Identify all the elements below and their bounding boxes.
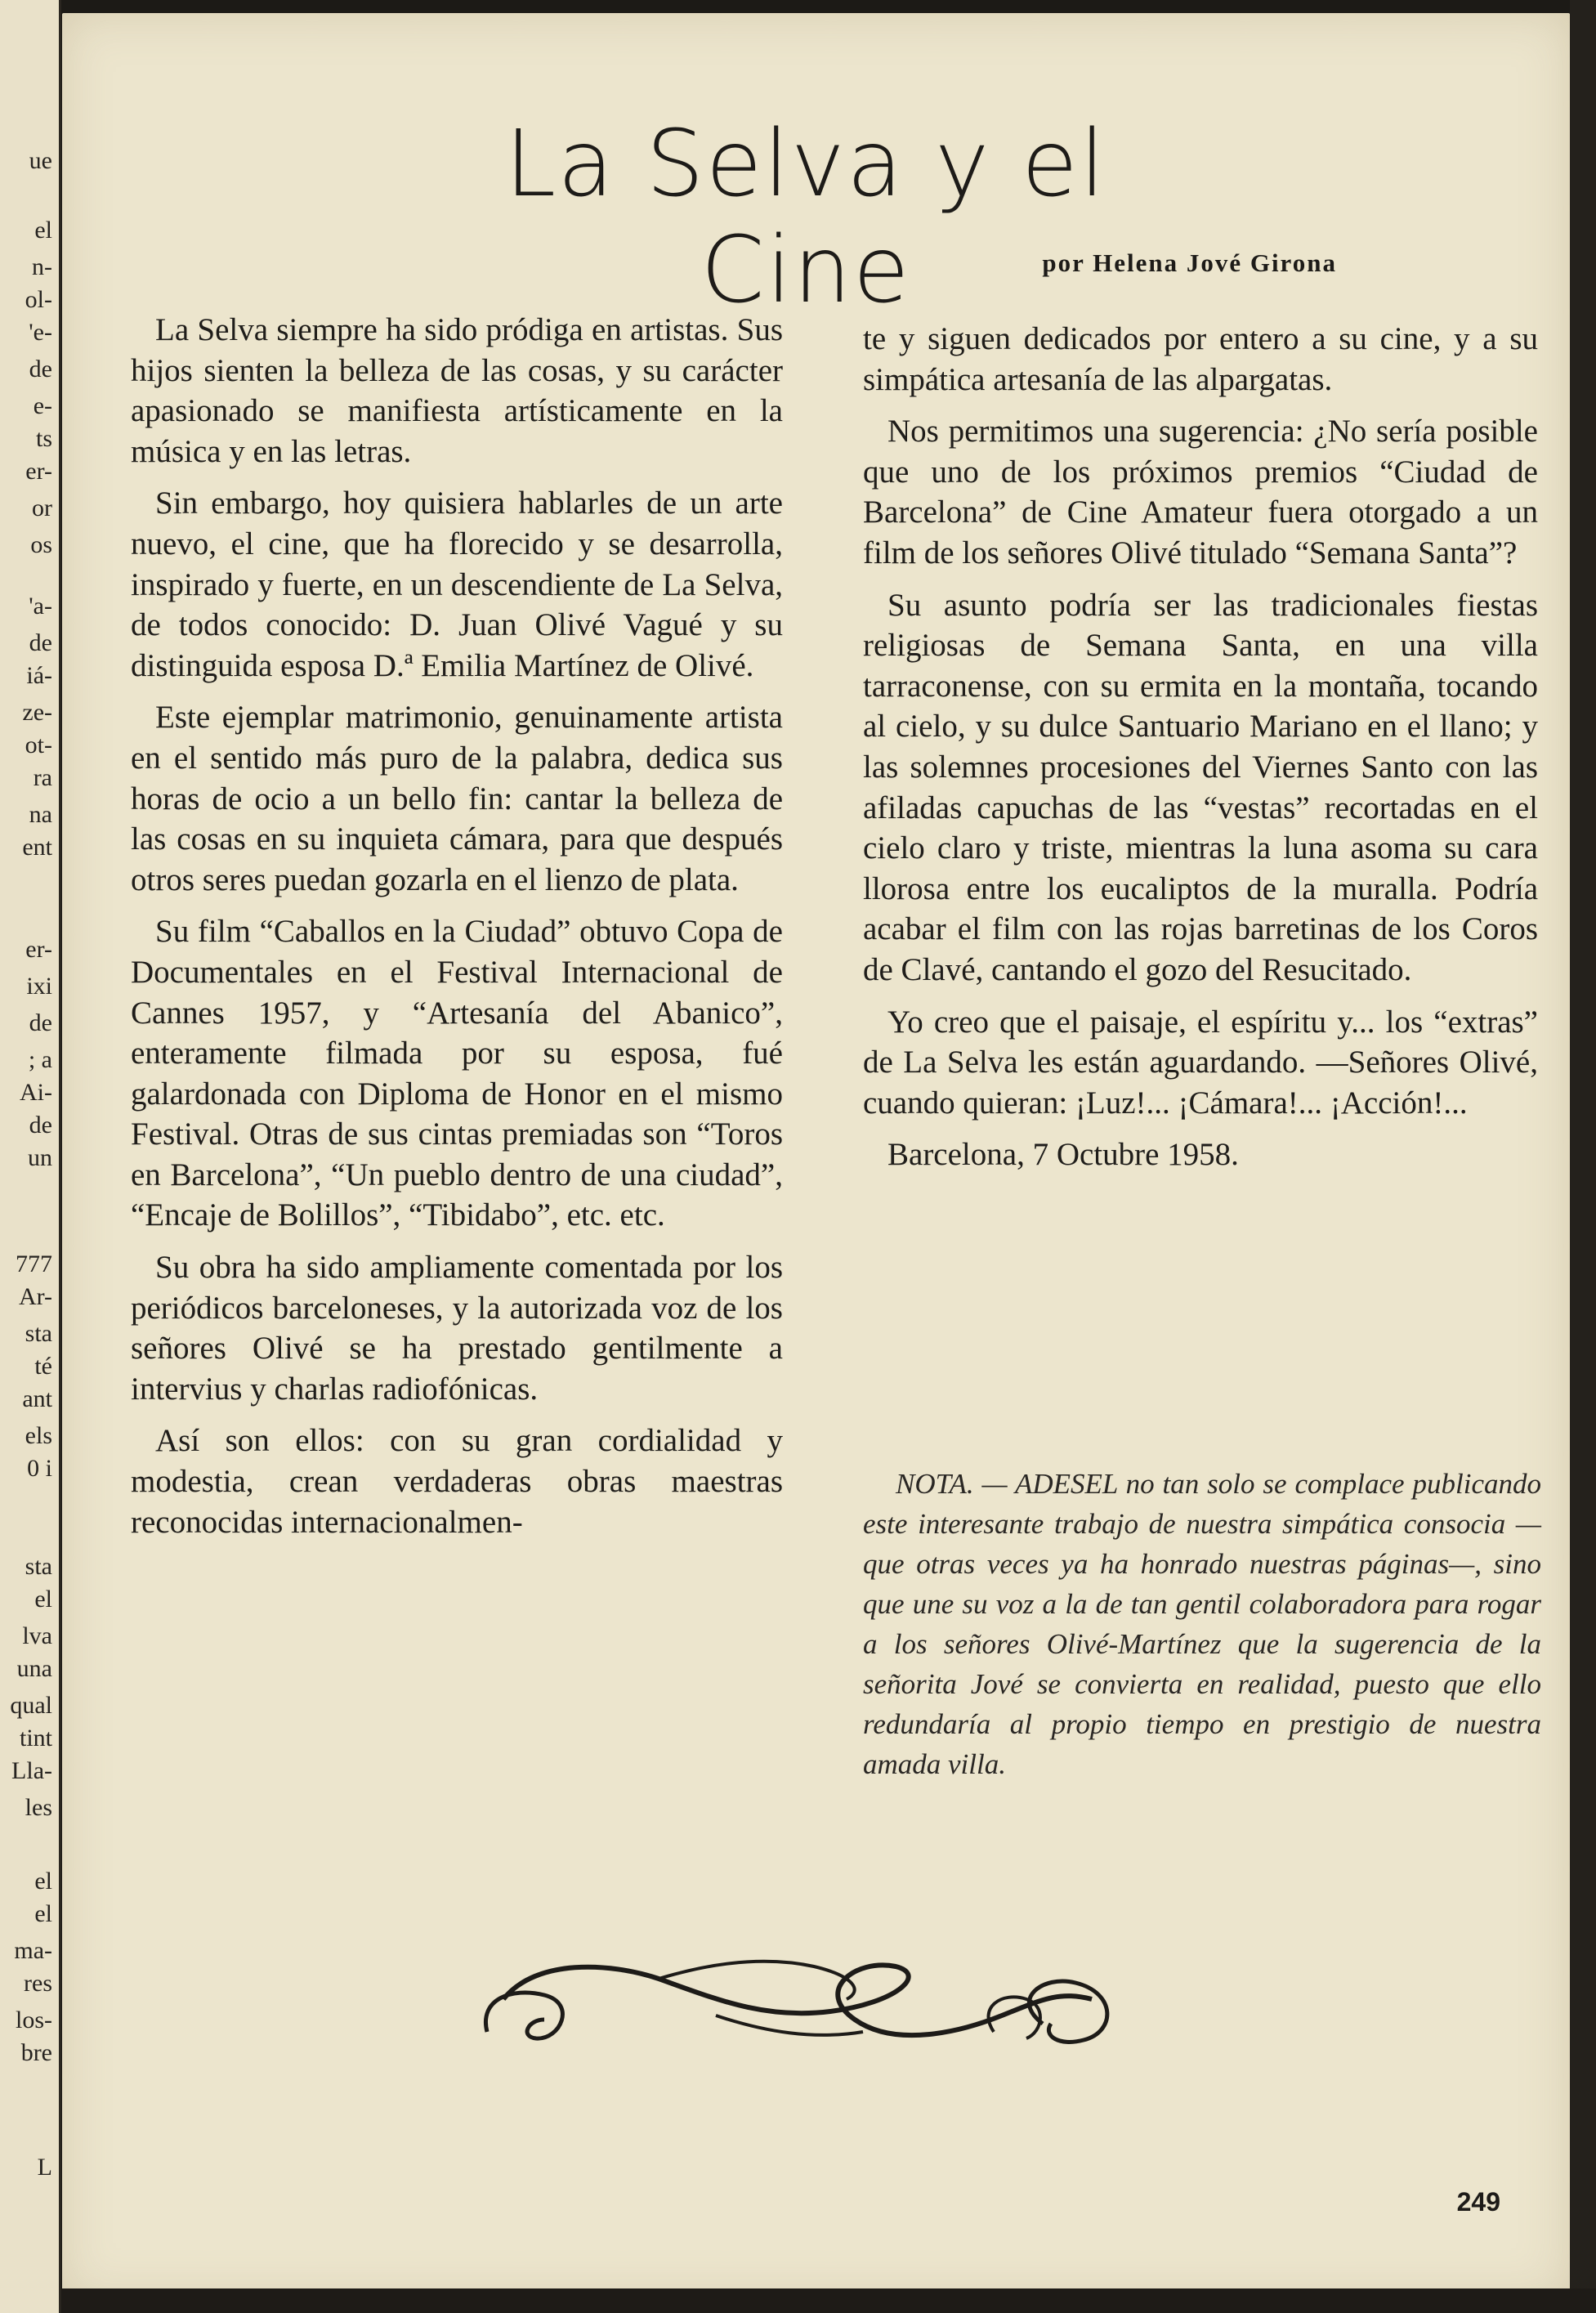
paragraph: Nos permitimos una sugerencia: ¿No sería posible que uno de los próximos premios “Ciudad de Barcelona” de Cine Amateur fuera otorgado a un film de los señores Olivé titulado “Semana Santa”? xyxy=(863,414,1538,570)
previous-page-text-fragment: Lla- xyxy=(11,1757,52,1784)
previous-page-text-fragment: e- xyxy=(33,392,52,419)
previous-page-text-fragment: ue xyxy=(29,147,52,174)
paragraph: Yo creo que el paisaje, el espíritu y... los “extras” de La Selva les están aguardando. —Señores Olivé, cuando quieran: ¡Luz!... ¡Cámara!... ¡Acción!... xyxy=(863,1004,1538,1121)
previous-page-text-fragment: ot- xyxy=(25,731,52,758)
previous-page-text-fragment: sta xyxy=(25,1320,52,1347)
previous-page-text-fragment: sta xyxy=(25,1553,52,1580)
article-date: Barcelona, 7 Octubre 1958. xyxy=(887,1137,1239,1173)
article-byline: por Helena Jové Girona xyxy=(1042,248,1337,277)
previous-page-text-fragment: 777 xyxy=(16,1250,52,1277)
previous-page-text-fragment: un xyxy=(28,1144,52,1171)
paragraph-continuation: te y siguen dedicados por entero a su cine, y a su simpática artesanía de las alpargatas. xyxy=(863,321,1538,397)
article-column-left xyxy=(131,310,783,1554)
previous-page-text-fragment: el xyxy=(34,1900,52,1927)
previous-page-text-fragment: er- xyxy=(25,458,52,485)
previous-page-text-fragment: er- xyxy=(25,936,52,963)
previous-page-text-fragment: 0 i xyxy=(27,1455,52,1482)
previous-page-text-fragment: ant xyxy=(22,1385,52,1412)
previous-page-text-fragment: el xyxy=(34,217,52,244)
previous-page-text-fragment: una xyxy=(16,1655,52,1682)
paragraph: Su asunto podría ser las tradicionales fiestas religiosas de Semana Santa, en una villa tarraconense, con su ermita en la montaña, tocando al cielo, y su dulce Santuario Mariano en el llano; y las solemnes procesiones del Viernes Santo con las afiladas capuchas de las “vestas” recortadas en el cielo claro y triste, mientras la luna asoma su cara llorosa entre los eucaliptos de la muralla. Podría acabar el film con las rojas barretinas de los Coros de Clavé, cantando el gozo del Resucitado. xyxy=(863,587,1538,987)
paragraph: Su obra ha sido ampliamente comentada por los periódicos barceloneses, y la autorizada voz de los señores Olivé se ha prestado gentilmente a intervius y charlas radiofónicas. xyxy=(131,1250,783,1407)
paragraph: Sin embargo, hoy quisiera hablarles de un arte nuevo, el cine, que ha florecido y se desarrolla, inspirado y fuerte, en un descendiente de La Selva, de todos conocido: D. Juan Olivé Vagué y su distinguida esposa D.ª Emilia Martínez de Olivé. xyxy=(131,485,783,683)
previous-page-text-fragment: té xyxy=(34,1353,52,1380)
previous-page-text-fragment: de xyxy=(29,1112,52,1139)
previous-page-text-fragment: los- xyxy=(16,2007,52,2033)
paragraph: Este ejemplar matrimonio, genuinamente artista en el sentido más puro de la palabra, dedica sus horas de ocio a un bello fin: cantar la belleza de las cosas en su inquieta cámara, para que después otros seres puedan gozarla en el lienzo de plata. xyxy=(131,700,783,897)
article-title: La Selva y el Cine xyxy=(504,111,1107,324)
previous-page-text-fragment: de xyxy=(29,629,52,656)
page-edge-bottom xyxy=(62,2288,1596,2313)
previous-page-text-fragment: Ai- xyxy=(20,1079,52,1106)
previous-page-text-fragment: L xyxy=(37,2154,52,2181)
previous-page-text-fragment: Ar- xyxy=(18,1283,52,1310)
previous-page-text-fragment: na xyxy=(29,801,52,828)
previous-page-text-fragment: os xyxy=(30,531,52,558)
paragraph: Así son ellos: con su gran cordialidad y modestia, crean verdaderas obras maestras reconocidas internacionalmen- xyxy=(131,1423,783,1540)
previous-page-text-fragment: el xyxy=(34,1586,52,1613)
previous-page-text-fragment: lva xyxy=(22,1622,52,1649)
previous-page-text-fragment: ma- xyxy=(14,1937,52,1964)
page-edge-right xyxy=(1570,0,1596,2313)
previous-page-text-fragment: tint xyxy=(19,1725,52,1752)
previous-page-text-fragment: de xyxy=(29,356,52,383)
paragraph: La Selva siempre ha sido pródiga en artistas. Sus hijos sienten la belleza de las cosas, y su carácter apasionado se manifiesta artísticamente en la música y en las letras. xyxy=(131,312,783,469)
previous-page-text-fragment: or xyxy=(32,494,52,521)
previous-page-text-fragment: bre xyxy=(20,2039,52,2066)
previous-page-text-fragment: ra xyxy=(33,764,52,791)
editor-note: NOTA. — ADESEL no tan solo se complace publicando este interesante trabajo de nuestra simpática consocia —que otras veces ya ha honrado nuestras páginas—, sino que une su voz a la de tan gentil colaboradora para rogar a los señores Olivé-Martínez que la sugerencia de la señorita Jové se convierta en realidad, puesto que ello redundaría al propio tiempo en prestigio de nuestra amada villa. xyxy=(863,1468,1541,1780)
previous-page-text-fragment: ol- xyxy=(25,286,52,313)
previous-page-text-fragment: res xyxy=(24,1970,52,1997)
previous-page-text-fragment: el xyxy=(34,1868,52,1895)
paragraph: Su film “Caballos en la Ciudad” obtuvo Copa de Documentales en el Festival Internacional de Cannes 1957, y “Artesanía del Abanico”, enteramente filmada por su esposa, fué galardonada con Diploma de Honor en el mismo Festival. Otras de sus cintas premiadas son “Toros en Barcelona”, “Un pueblo dentro de una ciudad”, “Encaje de Bolillos”, “Tibidabo”, etc. etc. xyxy=(131,914,783,1233)
article-column-right xyxy=(863,319,1538,1187)
previous-page-text-fragment: ixi xyxy=(26,973,52,1000)
previous-page-text-fragment: els xyxy=(25,1422,52,1449)
page-number: 249 xyxy=(1456,2187,1500,2217)
previous-page-text-fragment: qual xyxy=(10,1692,52,1719)
previous-page-text-fragment: n- xyxy=(32,253,52,280)
previous-page-text-fragment: ts xyxy=(35,425,52,452)
previous-page-text-fragment: 'a- xyxy=(29,593,52,620)
ornamental-flourish xyxy=(471,1942,1174,2073)
previous-page-text-fragment: ze- xyxy=(22,699,52,726)
previous-page-text-fragment: iá- xyxy=(26,662,52,689)
previous-page-text-fragment: ; a xyxy=(28,1046,52,1073)
previous-page-text-fragment: 'e- xyxy=(29,319,52,346)
previous-page-margin xyxy=(0,0,61,2313)
previous-page-text-fragment: de xyxy=(29,1009,52,1036)
magazine-page xyxy=(62,13,1570,2302)
previous-page-text-fragment: ent xyxy=(22,834,52,861)
previous-page-text-fragment: les xyxy=(25,1794,52,1821)
